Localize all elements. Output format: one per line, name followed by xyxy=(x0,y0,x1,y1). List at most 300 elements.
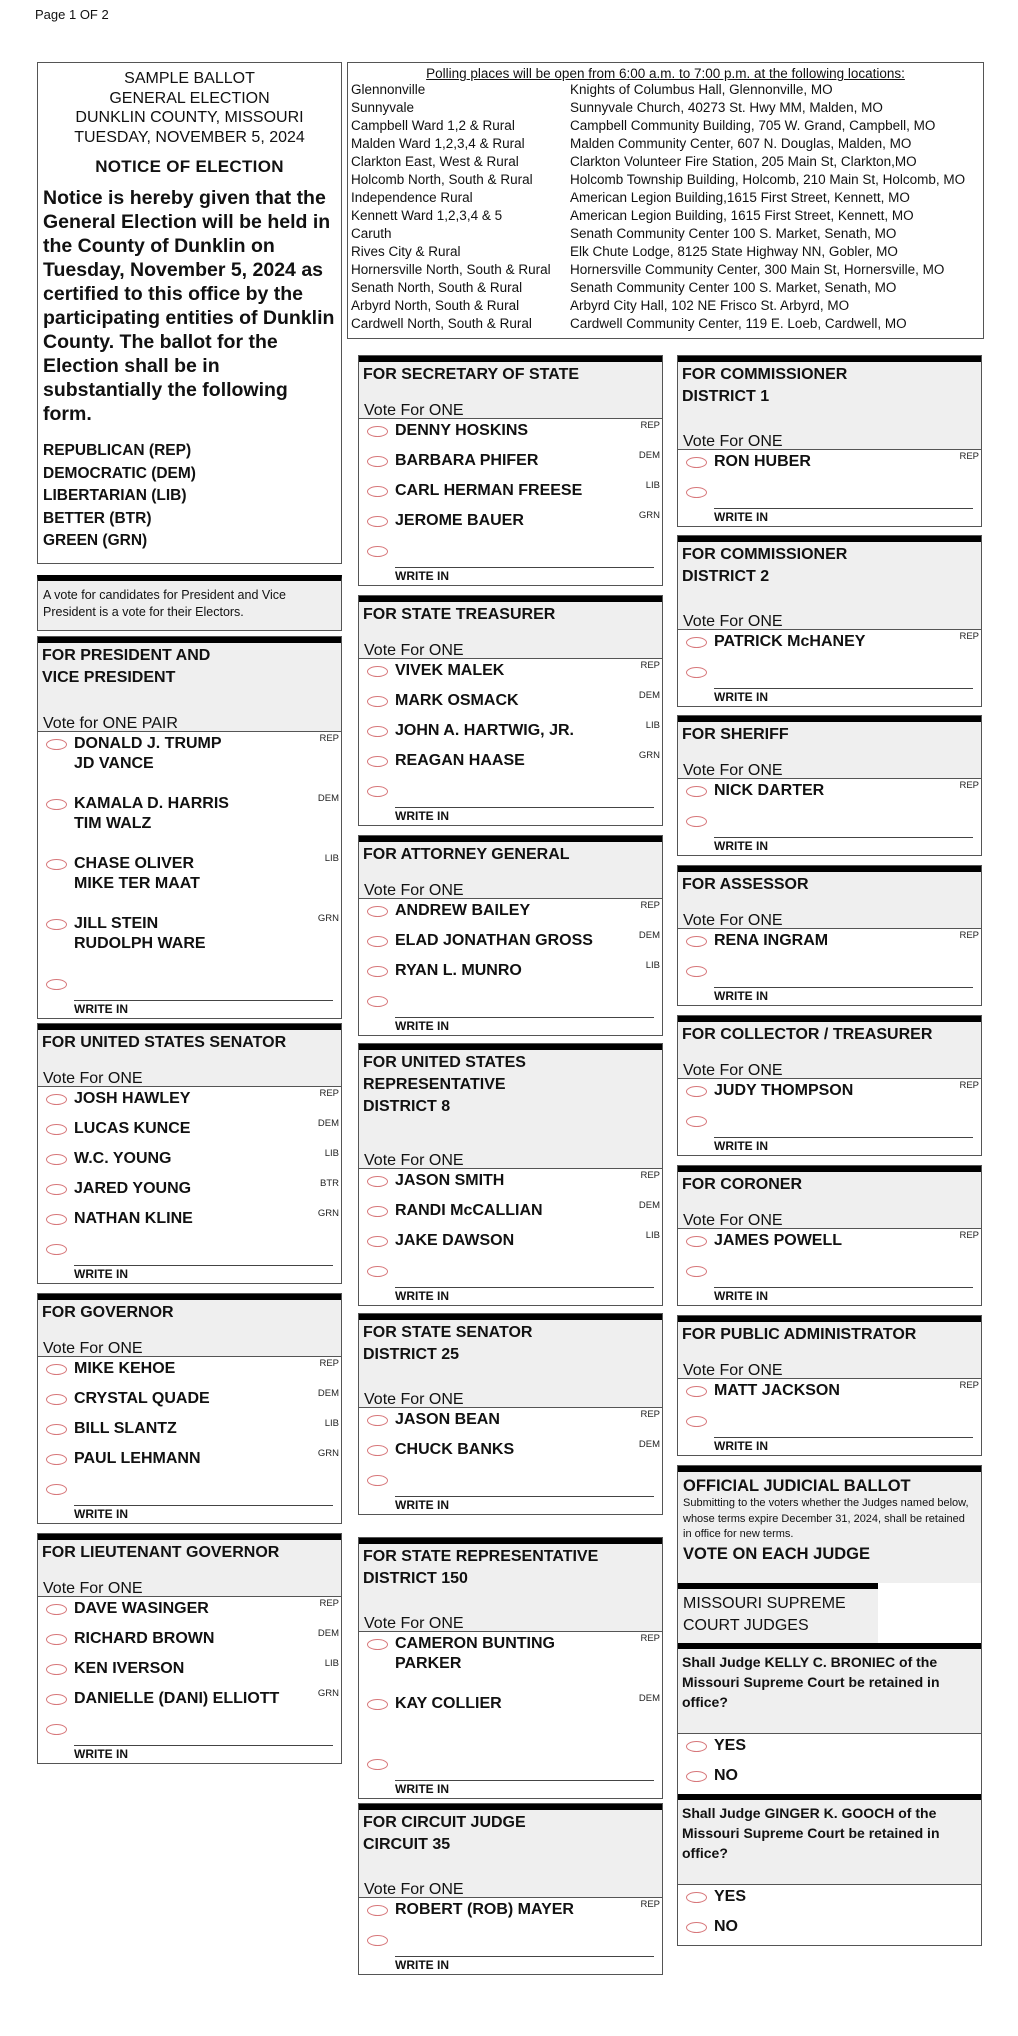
candidate-option[interactable] xyxy=(359,1898,662,1928)
contest-header xyxy=(38,1534,341,1597)
vote-oval-icon[interactable] xyxy=(46,1184,67,1195)
candidate-name: RANDI McCALLIAN xyxy=(395,1202,543,1219)
polling-location: Sunnyvale Church, 40273 St. Hwy MM, Malden, MO xyxy=(570,100,883,115)
vote-oval-icon[interactable] xyxy=(367,1759,388,1770)
contest-commissioner-2 xyxy=(677,535,982,707)
contest-secretary-of-state xyxy=(358,355,663,586)
vote-oval-icon[interactable] xyxy=(367,906,388,917)
party-abbreviation: REP xyxy=(640,1899,660,1910)
vote-oval-icon[interactable] xyxy=(367,1935,388,1946)
polling-place-row xyxy=(351,99,980,117)
contest-governor xyxy=(37,1293,342,1524)
vote-oval-icon[interactable] xyxy=(367,666,388,677)
contest-title: FOR CORONER xyxy=(682,1176,802,1193)
candidate-option[interactable] xyxy=(38,1117,341,1147)
write-in-line[interactable] xyxy=(714,508,973,509)
precinct-name: Kennett Ward 1,2,3,4 & 5 xyxy=(351,208,503,223)
vote-oval-icon[interactable] xyxy=(46,1454,67,1465)
write-in-label: WRITE IN xyxy=(714,510,768,524)
write-in-label: WRITE IN xyxy=(74,1747,128,1761)
candidate-option[interactable] xyxy=(38,792,341,852)
polling-place-row xyxy=(351,135,980,153)
party-abbreviation: REP xyxy=(319,1088,339,1099)
vote-oval-icon[interactable] xyxy=(367,1415,388,1426)
vote-oval-icon[interactable] xyxy=(686,1922,707,1933)
contest-title: FOR STATE TREASURER xyxy=(363,606,556,623)
vote-oval-icon[interactable] xyxy=(46,1664,67,1675)
contest-header xyxy=(678,1316,981,1379)
candidate-option[interactable] xyxy=(38,1207,341,1237)
candidate-option[interactable] xyxy=(359,1632,662,1692)
candidate-option[interactable] xyxy=(38,1087,341,1117)
write-in-label: WRITE IN xyxy=(714,1139,768,1153)
candidate-name: JASON SMITH xyxy=(395,1172,505,1189)
vote-oval-icon[interactable] xyxy=(46,1244,67,1255)
option-label: YES xyxy=(714,1737,747,1754)
candidate-option[interactable] xyxy=(359,899,662,929)
vote-oval-icon[interactable] xyxy=(686,1236,707,1247)
candidate-name: JAKE DAWSON xyxy=(395,1232,515,1249)
candidate-option[interactable] xyxy=(38,912,341,972)
write-in-option[interactable] xyxy=(359,1752,662,1798)
candidate-option[interactable] xyxy=(38,1387,341,1417)
candidate-option[interactable] xyxy=(359,479,662,509)
retention-yes-option[interactable] xyxy=(678,1734,981,1764)
candidate-option[interactable] xyxy=(38,1447,341,1477)
contest-header xyxy=(678,1016,981,1079)
candidate-name: NICK DARTER xyxy=(714,782,825,799)
vote-oval-icon[interactable] xyxy=(46,799,67,810)
write-in-line[interactable] xyxy=(74,1265,333,1266)
vote-oval-icon[interactable] xyxy=(686,1741,707,1752)
candidate-name: BARBARA PHIFER xyxy=(395,452,539,469)
vote-oval-icon[interactable] xyxy=(367,1266,388,1277)
vote-for-instruction: Vote for ONE PAIR xyxy=(43,715,178,732)
candidate-option[interactable] xyxy=(359,689,662,719)
contest-header xyxy=(38,637,341,732)
judicial-ballot-header xyxy=(678,1466,981,1583)
candidate-option[interactable] xyxy=(38,1147,341,1177)
judge-retention-question xyxy=(678,1643,981,1794)
judicial-ballot-section xyxy=(677,1465,982,1946)
contest-header xyxy=(359,1044,662,1169)
candidate-option[interactable] xyxy=(359,1169,662,1199)
vote-oval-icon[interactable] xyxy=(46,739,67,750)
vote-oval-icon[interactable] xyxy=(46,1214,67,1225)
write-in-label: WRITE IN xyxy=(395,1498,449,1512)
vote-oval-icon[interactable] xyxy=(46,919,67,930)
write-in-line[interactable] xyxy=(714,688,973,689)
vote-oval-icon[interactable] xyxy=(367,726,388,737)
party-abbreviation: LIB xyxy=(645,1230,660,1241)
vote-for-instruction: Vote For ONE xyxy=(364,1152,464,1169)
write-in-option[interactable] xyxy=(678,809,981,855)
party-abbreviation: REP xyxy=(640,900,660,911)
polling-location: Hornersville Community Center, 300 Main St, Hornersville, MO xyxy=(570,262,945,277)
candidate-option[interactable] xyxy=(678,1079,981,1109)
candidate-option[interactable] xyxy=(678,630,981,660)
party-abbreviation: REP xyxy=(640,1170,660,1181)
contest-title: FOR ATTORNEY GENERAL xyxy=(363,846,570,863)
candidate-option[interactable] xyxy=(359,449,662,479)
candidate-option[interactable] xyxy=(359,1438,662,1468)
vote-oval-icon[interactable] xyxy=(367,1236,388,1247)
party-rep: REPUBLICAN (REP) xyxy=(43,442,192,459)
candidate-option[interactable] xyxy=(38,1627,341,1657)
vote-oval-icon[interactable] xyxy=(367,546,388,557)
write-in-line[interactable] xyxy=(714,1437,973,1438)
write-in-option[interactable] xyxy=(359,1259,662,1305)
vote-oval-icon[interactable] xyxy=(367,1639,388,1650)
polling-location: Senath Community Center 100 S. Market, Senath, MO xyxy=(570,280,897,295)
vote-oval-icon[interactable] xyxy=(686,457,707,468)
write-in-option[interactable] xyxy=(678,1109,981,1155)
candidate-name: RON HUBER xyxy=(714,453,811,470)
vote-oval-icon[interactable] xyxy=(367,996,388,1007)
party-abbreviation: REP xyxy=(959,1080,979,1091)
vote-for-instruction: Vote For ONE xyxy=(683,613,783,630)
write-in-label: WRITE IN xyxy=(395,1019,449,1033)
contest-circuit-judge xyxy=(358,1803,663,1975)
precinct-name: Malden Ward 1,2,3,4 & Rural xyxy=(351,136,525,151)
candidate-option[interactable] xyxy=(38,732,341,792)
vote-oval-icon[interactable] xyxy=(367,516,388,527)
vote-oval-icon[interactable] xyxy=(46,979,67,990)
write-in-option[interactable] xyxy=(359,989,662,1035)
party-btr: BETTER (BTR) xyxy=(43,509,152,527)
write-in-option[interactable] xyxy=(359,539,662,585)
candidate-name: PAUL LEHMANN xyxy=(74,1450,201,1467)
candidate-option[interactable] xyxy=(359,749,662,779)
contest-header xyxy=(678,1166,981,1229)
vote-oval-icon[interactable] xyxy=(367,1176,388,1187)
contest-header xyxy=(359,836,662,899)
write-in-line[interactable] xyxy=(74,1505,333,1506)
contest-title: FOR GOVERNOR xyxy=(42,1304,174,1321)
candidate-option[interactable] xyxy=(38,1417,341,1447)
contest-president xyxy=(37,636,342,1019)
vote-for-instruction: Vote For ONE xyxy=(43,1580,143,1597)
vote-oval-icon[interactable] xyxy=(686,1116,707,1127)
vote-oval-icon[interactable] xyxy=(46,1124,67,1135)
precinct-name: Holcomb North, South & Rural xyxy=(351,172,533,187)
candidate-name: MATT JACKSON xyxy=(714,1382,840,1399)
vote-oval-icon[interactable] xyxy=(367,426,388,437)
write-in-option[interactable] xyxy=(359,1928,662,1974)
contest-title: FOR ASSESSOR xyxy=(682,876,809,893)
candidate-option[interactable] xyxy=(38,852,341,912)
write-in-label: WRITE IN xyxy=(714,1289,768,1303)
party-abbreviation: DEM xyxy=(317,1628,339,1639)
vote-oval-icon[interactable] xyxy=(46,1694,67,1705)
candidate-option[interactable] xyxy=(359,419,662,449)
notice-body: Notice is hereby given that the General Election will be held in the County of Dunklin on Tuesday, November 5, 2024 as certified to this office by the participating entities of Dunklin County. The ballot for the Election shall be in substantially the following form. xyxy=(43,187,335,425)
vote-oval-icon[interactable] xyxy=(367,1206,388,1217)
candidate-option[interactable] xyxy=(359,659,662,689)
write-in-line[interactable] xyxy=(395,1287,654,1288)
precinct-name: Clarkton East, West & Rural xyxy=(351,154,519,169)
option-label: NO xyxy=(714,1767,738,1784)
contest-coroner xyxy=(677,1165,982,1306)
candidate-option[interactable] xyxy=(359,959,662,989)
candidate-name: RENA INGRAM xyxy=(714,932,829,949)
vote-oval-icon[interactable] xyxy=(367,696,388,707)
contest-state-treasurer xyxy=(358,595,663,826)
write-in-line[interactable] xyxy=(74,1745,333,1746)
write-in-option[interactable] xyxy=(678,480,981,526)
write-in-line[interactable] xyxy=(395,1956,654,1957)
precinct-name: Hornersville North, South & Rural xyxy=(351,262,551,277)
polling-location: Senath Community Center 100 S. Market, Senath, MO xyxy=(570,226,897,241)
contest-title: FOR COMMISSIONER xyxy=(682,366,848,383)
write-in-line[interactable] xyxy=(395,567,654,568)
candidate-name: RYAN L. MUNRO xyxy=(395,962,522,979)
vote-oval-icon[interactable] xyxy=(686,1416,707,1427)
polling-place-row xyxy=(351,297,980,315)
party-abbreviation: REP xyxy=(319,1358,339,1369)
vote-oval-icon[interactable] xyxy=(686,816,707,827)
retention-yes-option[interactable] xyxy=(678,1885,981,1915)
vote-oval-icon[interactable] xyxy=(686,1771,707,1782)
vote-oval-icon[interactable] xyxy=(686,1266,707,1277)
write-in-label: WRITE IN xyxy=(714,690,768,704)
write-in-label: WRITE IN xyxy=(395,1782,449,1796)
vote-for-instruction: Vote For ONE xyxy=(683,433,783,450)
contest-header xyxy=(678,536,981,630)
candidate-option[interactable] xyxy=(359,1199,662,1229)
vote-for-instruction: Vote For ONE xyxy=(683,1362,783,1379)
candidate-option[interactable] xyxy=(678,779,981,809)
vote-oval-icon[interactable] xyxy=(367,786,388,797)
vote-for-instruction: Vote For ONE xyxy=(683,1062,783,1079)
polling-hours-title: Polling places will be open from 6:00 a.m. to 7:00 p.m. at the following locations: xyxy=(426,66,905,81)
write-in-label: WRITE IN xyxy=(74,1507,128,1521)
write-in-option[interactable] xyxy=(678,1409,981,1455)
precinct-name: Independence Rural xyxy=(351,190,473,205)
ballot-title-line: SAMPLE BALLOT xyxy=(124,70,255,87)
candidate-name: JEROME BAUER xyxy=(395,512,524,529)
candidate-name: PATRICK McHANEY xyxy=(714,633,866,650)
write-in-line[interactable] xyxy=(395,807,654,808)
candidate-name: DAVE WASINGER xyxy=(74,1600,209,1617)
write-in-option[interactable] xyxy=(38,1237,341,1283)
party-abbreviation: GRN xyxy=(317,1688,339,1699)
polling-location: Arbyrd City Hall, 102 NE Frisco St. Arbyrd, MO xyxy=(570,298,850,313)
write-in-option[interactable] xyxy=(38,1477,341,1523)
ballot-title-line: GENERAL ELECTION xyxy=(109,89,270,107)
party-abbreviation: GRN xyxy=(317,1208,339,1219)
vote-on-each-judge: VOTE ON EACH JUDGE xyxy=(683,1544,871,1563)
retention-no-option[interactable] xyxy=(678,1764,981,1794)
candidate-option[interactable] xyxy=(678,450,981,480)
vote-oval-icon[interactable] xyxy=(46,1154,67,1165)
precinct-name: Senath North, South & Rural xyxy=(351,280,523,295)
precinct-name: Rives City & Rural xyxy=(351,244,461,259)
vote-oval-icon[interactable] xyxy=(686,1892,707,1903)
polling-place-row xyxy=(351,207,980,225)
party-abbreviation: GRN xyxy=(638,750,660,761)
candidate-option[interactable] xyxy=(359,1229,662,1259)
candidate-option[interactable] xyxy=(38,1177,341,1207)
polling-location: American Legion Building,1615 First Street, Kennett, MO xyxy=(570,190,910,205)
contest-header xyxy=(678,866,981,929)
write-in-option[interactable] xyxy=(38,1717,341,1763)
candidate-name: DANIELLE (DANI) ELLIOTT xyxy=(74,1690,280,1707)
vote-oval-icon[interactable] xyxy=(686,667,707,678)
candidate-name: JASON BEAN xyxy=(395,1411,500,1428)
candidate-name: DONALD J. TRUMP JD VANCE xyxy=(74,735,222,772)
candidate-option[interactable] xyxy=(38,1687,341,1717)
party-abbreviation: DEM xyxy=(638,1200,660,1211)
vote-oval-icon[interactable] xyxy=(46,1634,67,1645)
party-abbreviation: REP xyxy=(319,1598,339,1609)
vote-oval-icon[interactable] xyxy=(367,966,388,977)
write-in-option[interactable] xyxy=(678,1259,981,1305)
candidate-name: KAY COLLIER xyxy=(395,1695,502,1712)
candidate-name: CHUCK BANKS xyxy=(395,1441,515,1458)
candidate-option[interactable] xyxy=(38,1597,341,1627)
party-abbreviation: REP xyxy=(640,660,660,671)
contest-us-representative xyxy=(358,1043,663,1306)
candidate-name: CHASE OLIVER MIKE TER MAAT xyxy=(74,855,200,892)
candidate-name: W.C. YOUNG xyxy=(74,1150,172,1167)
candidate-name: REAGAN HAASE xyxy=(395,752,525,769)
vote-oval-icon[interactable] xyxy=(686,487,707,498)
precinct-name: Sunnyvale xyxy=(351,100,415,115)
candidate-option[interactable] xyxy=(678,929,981,959)
party-abbreviation: REP xyxy=(319,733,339,744)
candidate-name: JOHN A. HARTWIG, JR. xyxy=(395,722,574,739)
write-in-label: WRITE IN xyxy=(395,1289,449,1303)
contest-commissioner-1 xyxy=(677,355,982,527)
candidate-option[interactable] xyxy=(38,1657,341,1687)
polling-place-row xyxy=(351,315,980,333)
candidate-name: RICHARD BROWN xyxy=(74,1630,215,1647)
vote-for-instruction: Vote For ONE xyxy=(683,1212,783,1229)
precinct-name: Campbell Ward 1,2 & Rural xyxy=(351,118,515,133)
polling-location: Malden Community Center, 607 N. Douglas, Malden, MO xyxy=(570,136,912,151)
vote-oval-icon[interactable] xyxy=(367,486,388,497)
party-abbreviation: LIB xyxy=(645,480,660,491)
candidate-option[interactable] xyxy=(359,1408,662,1438)
contest-title: FOR PUBLIC ADMINISTRATOR xyxy=(682,1326,917,1343)
vote-for-instruction: Vote For ONE xyxy=(364,882,464,899)
candidate-option[interactable] xyxy=(359,929,662,959)
contest-title: DISTRICT 8 xyxy=(363,1098,451,1115)
candidate-name: JAMES POWELL xyxy=(714,1232,843,1249)
candidate-option[interactable] xyxy=(38,1357,341,1387)
vote-oval-icon[interactable] xyxy=(46,1484,67,1495)
write-in-line[interactable] xyxy=(714,1137,973,1138)
write-in-option[interactable] xyxy=(359,779,662,825)
vote-oval-icon[interactable] xyxy=(367,1905,388,1916)
contest-title: FOR STATE SENATOR xyxy=(363,1324,533,1341)
polling-location: Campbell Community Building, 705 W. Grand, Campbell, MO xyxy=(570,118,936,133)
candidate-name: ANDREW BAILEY xyxy=(395,902,531,919)
party-abbreviation: GRN xyxy=(317,913,339,924)
vote-oval-icon[interactable] xyxy=(46,1364,67,1375)
vote-oval-icon[interactable] xyxy=(367,756,388,767)
ballot-title-line: DUNKLIN COUNTY, MISSOURI xyxy=(75,109,304,126)
contest-header xyxy=(359,1538,662,1632)
write-in-line[interactable] xyxy=(395,1496,654,1497)
write-in-line[interactable] xyxy=(714,837,973,838)
candidate-option[interactable] xyxy=(678,1379,981,1409)
vote-oval-icon[interactable] xyxy=(686,786,707,797)
precinct-name: Cardwell North, South & Rural xyxy=(351,316,532,331)
vote-oval-icon[interactable] xyxy=(46,1604,67,1615)
notice-of-election-box xyxy=(37,62,342,564)
candidate-name: DENNY HOSKINS xyxy=(395,422,529,439)
polling-location: Clarkton Volunteer Fire Station, 205 Main St, Clarkton,MO xyxy=(570,154,917,169)
party-abbreviation: LIB xyxy=(324,1658,339,1669)
write-in-option[interactable] xyxy=(678,660,981,706)
write-in-line[interactable] xyxy=(714,1287,973,1288)
party-legend xyxy=(43,440,336,553)
candidate-name: BILL SLANTZ xyxy=(74,1420,177,1437)
candidate-name: JILL STEIN RUDOLPH WARE xyxy=(74,915,206,952)
candidate-option[interactable] xyxy=(359,719,662,749)
vote-oval-icon[interactable] xyxy=(46,859,67,870)
candidate-name: ROBERT (ROB) MAYER xyxy=(395,1901,574,1918)
polling-place-row xyxy=(351,279,980,297)
candidate-option[interactable] xyxy=(359,1692,662,1722)
vote-oval-icon[interactable] xyxy=(367,936,388,947)
contest-us-senator xyxy=(37,1023,342,1284)
candidate-name: KAMALA D. HARRIS TIM WALZ xyxy=(74,795,229,832)
write-in-line[interactable] xyxy=(74,1000,333,1001)
write-in-line[interactable] xyxy=(395,1780,654,1781)
vote-oval-icon[interactable] xyxy=(686,1086,707,1097)
polling-place-row xyxy=(351,243,980,261)
vote-oval-icon[interactable] xyxy=(686,936,707,947)
party-abbreviation: LIB xyxy=(645,960,660,971)
vote-oval-icon[interactable] xyxy=(46,1724,67,1735)
vote-oval-icon[interactable] xyxy=(46,1394,67,1405)
write-in-label: WRITE IN xyxy=(74,1267,128,1281)
party-abbreviation: REP xyxy=(640,1409,660,1420)
candidate-option[interactable] xyxy=(678,1229,981,1259)
candidate-name: LUCAS KUNCE xyxy=(74,1120,191,1137)
retention-no-option[interactable] xyxy=(678,1915,981,1945)
write-in-option[interactable] xyxy=(38,972,341,1018)
candidate-name: ELAD JONATHAN GROSS xyxy=(395,932,593,949)
vote-oval-icon[interactable] xyxy=(46,1424,67,1435)
vote-for-instruction: Vote For ONE xyxy=(364,1615,464,1632)
vote-oval-icon[interactable] xyxy=(367,1475,388,1486)
contest-title: FOR SHERIFF xyxy=(682,726,789,743)
write-in-line[interactable] xyxy=(714,987,973,988)
electors-note: A vote for candidates for President and Vice President is a vote for their Electors. xyxy=(37,575,342,631)
write-in-option[interactable] xyxy=(359,1468,662,1514)
candidate-option[interactable] xyxy=(359,509,662,539)
vote-oval-icon[interactable] xyxy=(686,966,707,977)
polling-place-row xyxy=(351,81,980,99)
write-in-line[interactable] xyxy=(395,1017,654,1018)
contest-title: REPRESENTATIVE xyxy=(363,1076,506,1093)
vote-oval-icon[interactable] xyxy=(46,1094,67,1105)
contest-title: FOR LIEUTENANT GOVERNOR xyxy=(42,1544,280,1561)
polling-place-row xyxy=(351,261,980,279)
vote-oval-icon[interactable] xyxy=(367,1445,388,1456)
write-in-option[interactable] xyxy=(678,959,981,1005)
vote-oval-icon[interactable] xyxy=(686,1386,707,1397)
vote-oval-icon[interactable] xyxy=(367,456,388,467)
vote-oval-icon[interactable] xyxy=(686,637,707,648)
party-abbreviation: REP xyxy=(959,451,979,462)
vote-oval-icon[interactable] xyxy=(367,1699,388,1710)
write-in-label: WRITE IN xyxy=(395,1958,449,1972)
